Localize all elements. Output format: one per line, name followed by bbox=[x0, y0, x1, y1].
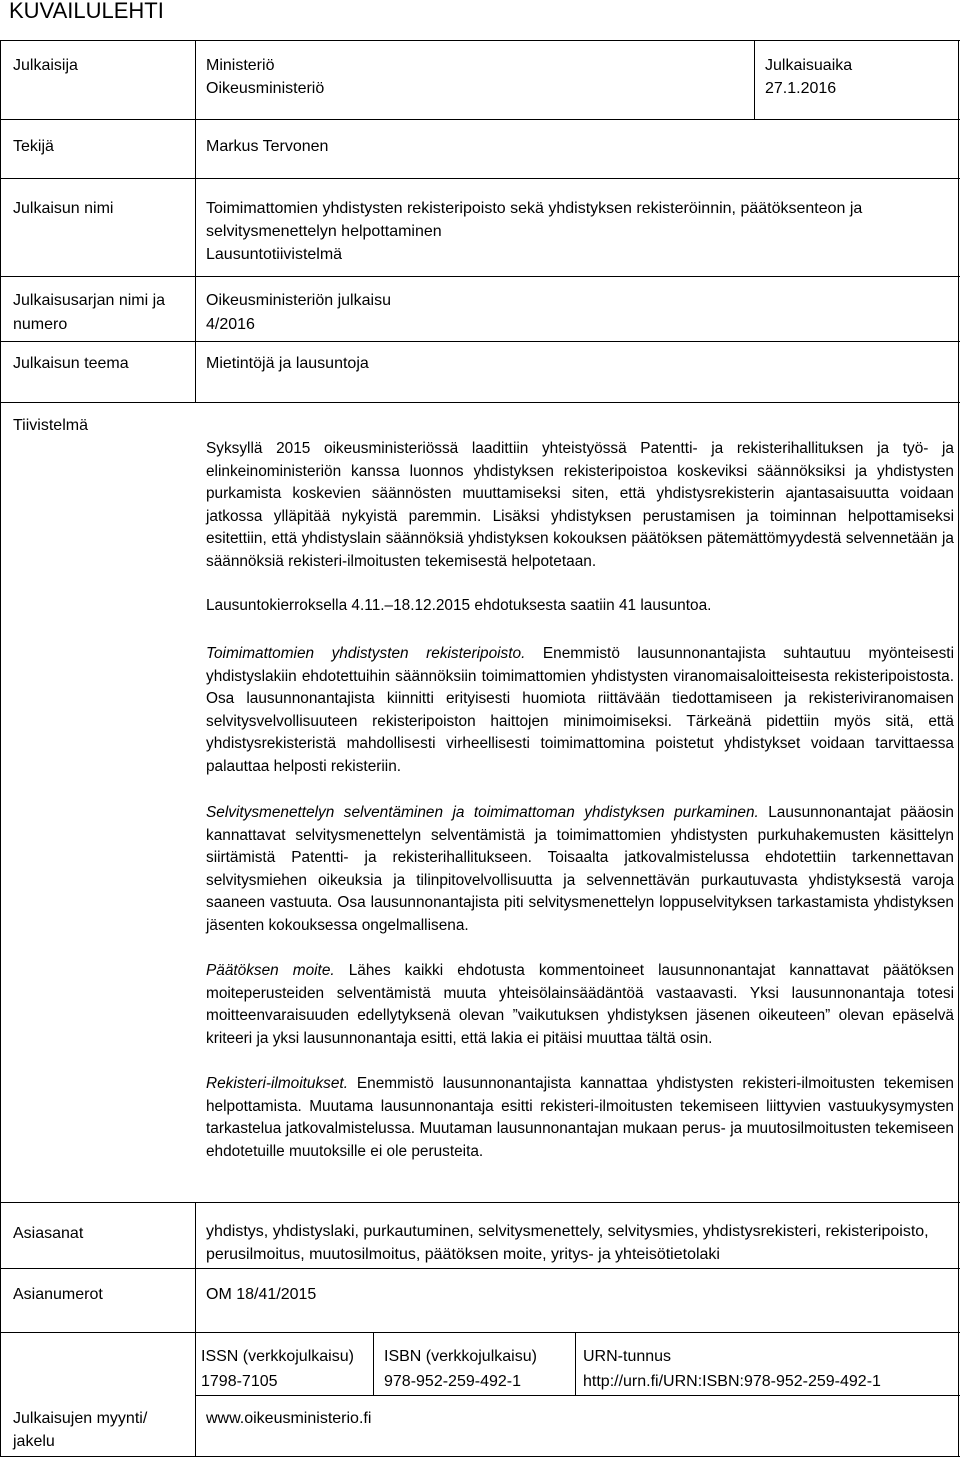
summary-paragraph-5-heading: Päätöksen moite. bbox=[206, 962, 335, 979]
rule-col-top bbox=[195, 40, 196, 402]
rule-after-series bbox=[0, 341, 960, 342]
summary-paragraph-3-heading: Toimimattomien yhdistysten rekisteripoisto. bbox=[206, 645, 526, 662]
summary-paragraph-3 bbox=[206, 643, 954, 779]
pub-name-label: Julkaisun nimi bbox=[13, 200, 114, 217]
pub-name-line-1: Toimimattomien yhdistysten rekisteripoisto sekä yhdistyksen rekisteröinnin, päätöksenteon ja bbox=[206, 200, 863, 217]
rule-top bbox=[0, 40, 960, 41]
pub-name-line-3: Lausuntotiivistelmä bbox=[206, 246, 343, 263]
urn-link[interactable]: http://urn.fi/URN:ISBN:978-952-259-492-1 bbox=[583, 1373, 881, 1390]
summary-paragraph-1: Syksyllä 2015 oikeusministeriössä laadittiin yhteistyössä Patentti- ja rekisterihallituksen ja työ- ja elinkeinoministeriön kanssa luonnos yhdistyksen rekisteripoistoa koskeviksi säännöksiksi ja yhdistysten purkamista koskevien säännösten muuttamiseksi siten, että yhdistysrekisterin ajantasaisuutta voidaan jatkossa ylläpitää nykyistä paremmin. Lisäksi yhdistyksen perustamisen ja toiminnan helpottamiseksi esitettiin, että yhdistyslain säännöksiä yhdistyksen kokouksen päätöksen pätemättömyydestä selvennetään ja säännöksiä rekisteri-ilmoitusten tekemisestä helpotetaan. bbox=[206, 440, 954, 570]
rule-after-ids bbox=[195, 1395, 960, 1396]
series-label-line-2: numero bbox=[13, 316, 68, 333]
rule-col-bottom bbox=[195, 1202, 196, 1457]
summary-paragraph-6-body: Enemmistö lausunnonantajista kannattaa yhdistysten rekisteri-ilmoitusten tekemisen helpottamista. Muutama lausunnonantaja esitti rekisteri-ilmoitusten tekemiseen liittyvien vastuukysymysten tarkastelua jatkovalmistelussa. Muutaman lausunnonantajan mukaan perus- ja muutosilmoitusten tekemiseen ehdotetuille muutoksille ei ole perusteita. bbox=[206, 1075, 954, 1160]
pub-name-line-2: selvitysmenettelyn helpottaminen bbox=[206, 223, 442, 240]
author-label: Tekijä bbox=[13, 138, 54, 155]
sales-link[interactable]: www.oikeusministerio.fi bbox=[206, 1410, 372, 1427]
rule-left bbox=[0, 40, 1, 1457]
page-title: KUVAILULEHTI bbox=[9, 0, 164, 23]
publish-date-value: 27.1.2016 bbox=[765, 80, 837, 97]
summary-paragraph-5-body: Lähes kaikki ehdotusta kommentoineet lausunnonantajat kannattavat päätöksen moiteperusteiden selventämistä muuta yhteisölainsäädäntöä vastaavasti. Yksi lausunnonantaja totesi moitteenvaraisuuden edellytyksenä olevan ”vaikutuksen yhdistyksen jäsenen oikeuteen” olevan epäselvä kriteeri ja yksi lausunnonantaja esitti, että lakia ei pitäisi muuttaa tältä osin. bbox=[206, 962, 954, 1047]
publisher-label: Julkaisija bbox=[13, 57, 78, 74]
summary-paragraph-6 bbox=[206, 1073, 954, 1163]
series-line-2: 4/2016 bbox=[206, 316, 255, 333]
rule-after-header bbox=[0, 119, 960, 120]
keywords-value: yhdistys, yhdistyslaki, purkautuminen, selvitysmenettely, selvitysmies, yhdistysrekisteri, rekisteripoisto, perusilmoitus, muutosilmoitus, päätöksen moite, yritys- ja yhteisötietolaki bbox=[206, 1223, 929, 1263]
rule-after-author bbox=[0, 178, 960, 179]
rule-right bbox=[958, 40, 959, 1457]
publisher-line-1: Ministeriö bbox=[206, 57, 275, 74]
summary-paragraph-4-body: Lausunnonantajat pääosin kannattavat selvitysmenettelyn selventämistä ja toimimattomien yhdistysten purkuhakemusten käsittelyn siirtämistä Patentti- ja rekisterihallitukseen. Toisaalta jatkovalmistelussa ehdotettiin tarkennettavan selvitysmiehen oikeuksia ja tilinpitovelvollisuutta ja selvennettävän purkautuvasta yhdistyksestä varoja saaneen vastuuta. Osa lausunnonantajista piti selvitysmenettelyn loppuselvityksen tarkastamista yhdistyksen jäsenten kokouksessa ongelmallisena. bbox=[206, 804, 954, 934]
summary-paragraph-4-heading: Selvitysmenettelyn selventäminen ja toimimattoman yhdistyksen purkaminen. bbox=[206, 804, 759, 821]
summary-paragraph-3-body: Enemmistö lausunnonantajista suhtautuu myönteisesti yhdistyslakiin ehdotettuihin säännöksiin toimimattomien yhdistysten viranomaisaloitteisesta rekisteripoistosta. Osa lausunnonantajista kiinnitti erityisesti huomiota riittävään tiedottamiseen ja rekisteriviranomaisen selvitysvelvollisuuteen rekisteripoiston haittojen minimoimiseksi. Tärkeänä pidettiin myös sitä, että yhdistysrekisteristä mahdollisesti virheellisesti toimimattomina poistetut yhdistykset voidaan tarvittaessa palauttaa helposti rekisteriin. bbox=[206, 645, 954, 775]
isbn-label: ISBN (verkkojulkaisu) bbox=[384, 1348, 537, 1365]
series-line-1: Oikeusministeriön julkaisu bbox=[206, 292, 391, 309]
rule-col-isbn bbox=[373, 1332, 374, 1395]
publisher-line-2: Oikeusministeriö bbox=[206, 80, 325, 97]
publish-date-label: Julkaisuaika bbox=[765, 57, 853, 74]
case-numbers-label: Asianumerot bbox=[13, 1286, 103, 1303]
theme-value: Mietintöjä ja lausuntoja bbox=[206, 355, 369, 372]
theme-label: Julkaisun teema bbox=[13, 355, 129, 372]
case-numbers-value: OM 18/41/2015 bbox=[206, 1286, 317, 1303]
summary-paragraph-4 bbox=[206, 802, 954, 938]
rule-after-keywords bbox=[0, 1268, 960, 1269]
rule-after-name bbox=[0, 276, 960, 277]
summary-label: Tiivistelmä bbox=[13, 417, 88, 434]
sales-label-line-2: jakelu bbox=[13, 1433, 55, 1450]
isbn-value: 978-952-259-492-1 bbox=[384, 1373, 521, 1390]
summary-paragraph-5 bbox=[206, 960, 954, 1050]
rule-col-date bbox=[754, 40, 755, 119]
issn-value: 1798-7105 bbox=[201, 1373, 278, 1390]
author-value: Markus Tervonen bbox=[206, 138, 329, 155]
summary-paragraph-6-heading: Rekisteri-ilmoitukset. bbox=[206, 1075, 348, 1092]
summary-paragraph-2: Lausuntokierroksella 4.11.–18.12.2015 ehdotuksesta saatiin 41 lausuntoa. bbox=[206, 597, 712, 614]
rule-after-theme bbox=[0, 402, 960, 403]
sales-label-line-1: Julkaisujen myynti/ bbox=[13, 1410, 148, 1427]
keywords-label: Asiasanat bbox=[13, 1225, 84, 1242]
rule-after-casenumbers bbox=[0, 1332, 960, 1333]
rule-col-urn bbox=[575, 1332, 576, 1395]
issn-label: ISSN (verkkojulkaisu) bbox=[201, 1348, 354, 1365]
series-label-line-1: Julkaisusarjan nimi ja bbox=[13, 292, 166, 309]
rule-after-summary bbox=[0, 1202, 960, 1203]
urn-label: URN-tunnus bbox=[583, 1348, 672, 1365]
